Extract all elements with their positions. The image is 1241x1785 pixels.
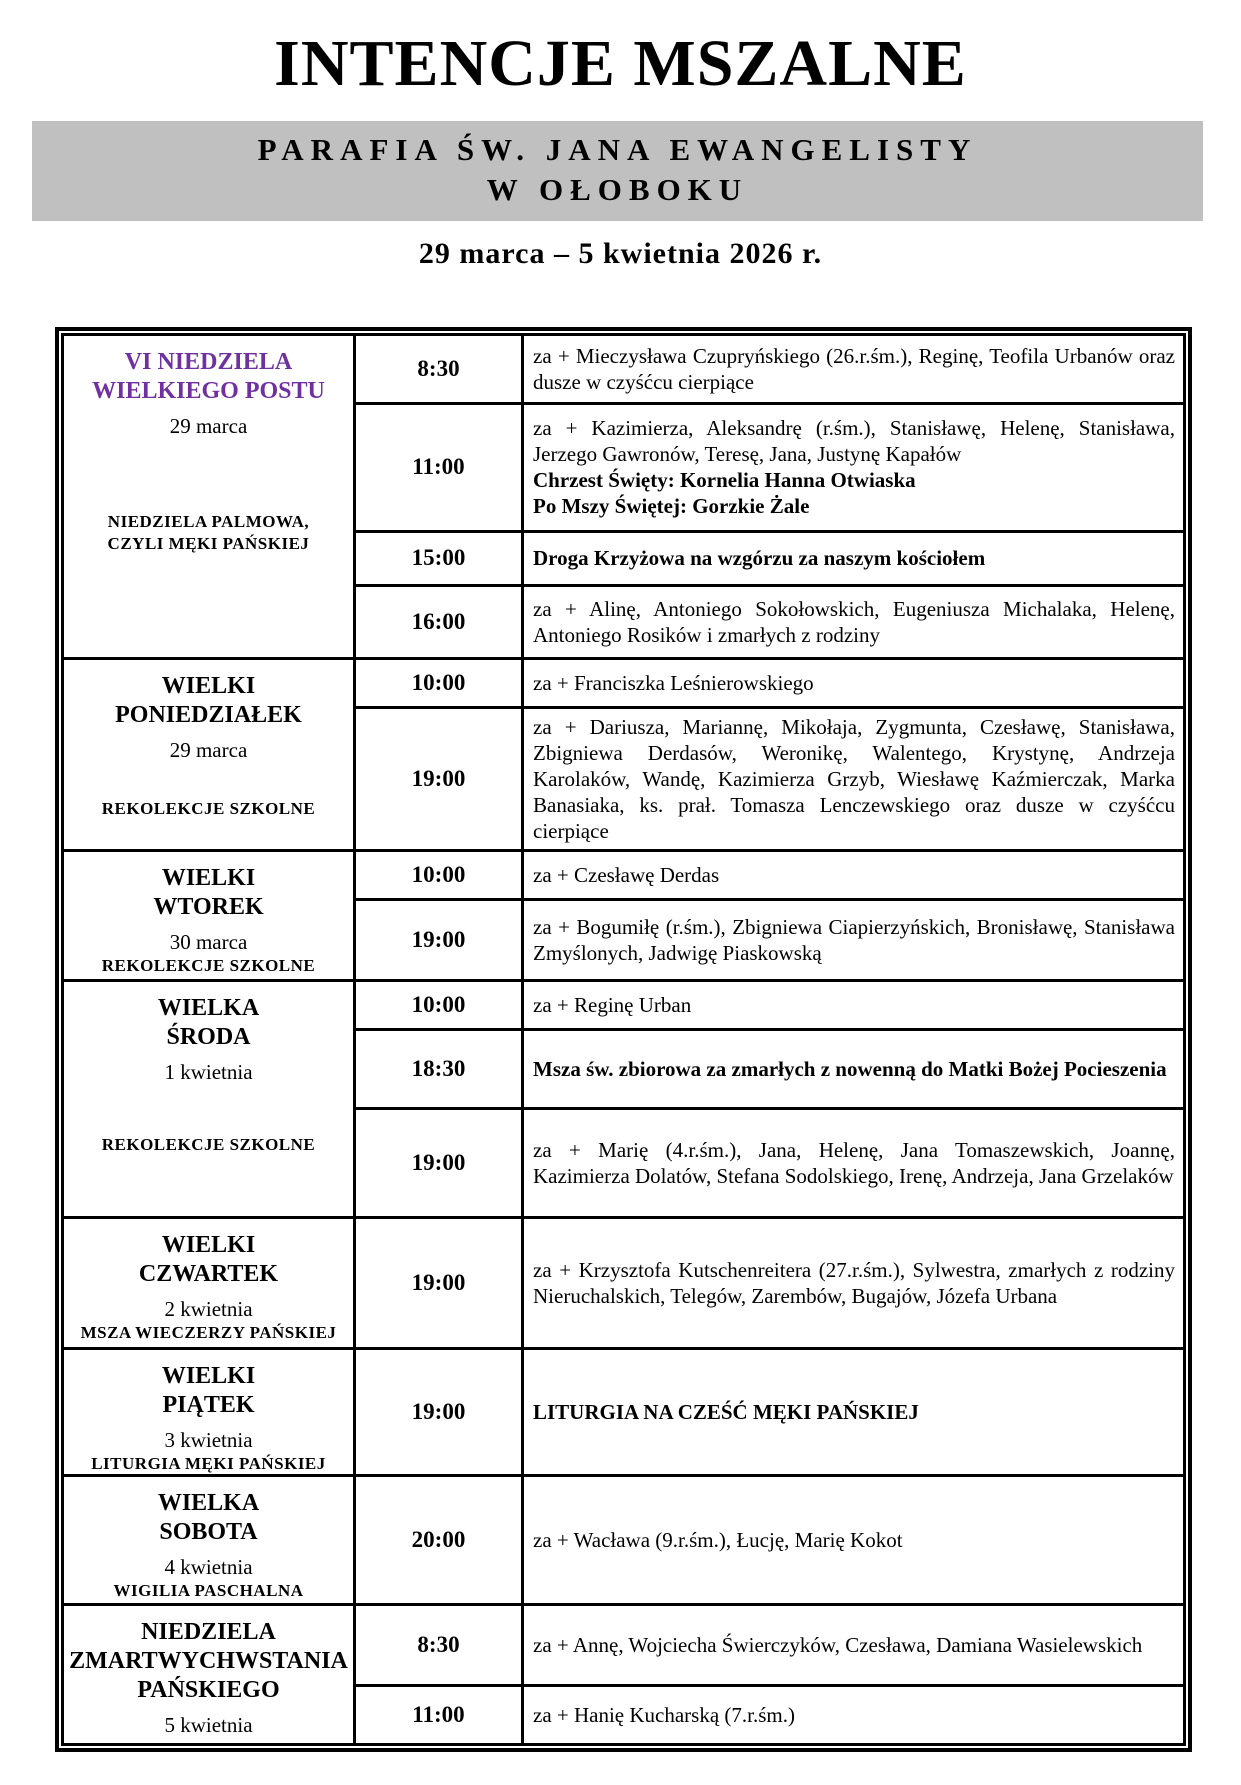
parish-name-line2: W OŁOBOKU: [486, 171, 749, 207]
intention-text-bold: Chrzest Święty: Kornelia Hanna Otwiaska: [533, 468, 916, 493]
intention-text-bold: Droga Krzyżowa na wzgórzu za naszym kościołem: [533, 546, 986, 571]
table-row: [63, 850, 1185, 899]
day-title: WIELKI PIĄTEK: [161, 1362, 256, 1418]
day-title: WIELKI CZWARTEK: [138, 1231, 279, 1287]
day-cell: [63, 850, 355, 980]
intention-cell: [523, 658, 1185, 707]
intention-text: za + Franciszka Leśnierowskiego: [533, 670, 814, 695]
intention-cell: [523, 899, 1185, 980]
intention-cell: [523, 707, 1185, 850]
intention-cell: [523, 531, 1185, 585]
parish-name-line1: PARAFIA ŚW. JANA EWANGELISTY: [257, 132, 978, 168]
intention-cell: [523, 1348, 1185, 1475]
time-cell: 10:00: [355, 980, 523, 1029]
document-page: [0, 27, 1241, 1752]
table-row: [63, 1348, 1185, 1475]
parish-banner: [32, 121, 1203, 220]
intention-text: za + Wacława (9.r.śm.), Łucję, Marię Kokot: [533, 1527, 903, 1552]
intention-cell: [523, 1685, 1185, 1744]
day-subtitle: WIGILIA PASCHALNA: [113, 1581, 304, 1601]
intention-text: za + Annę, Wojciecha Świerczyków, Czesława, Damiana Wasielewskich: [533, 1632, 1143, 1657]
intention-cell: [523, 1108, 1185, 1217]
intention-cell: [523, 980, 1185, 1029]
day-subtitle: REKOLEKCJE SZKOLNE: [101, 956, 316, 976]
page-title: INTENCJE MSZALNE: [274, 27, 967, 100]
intention-text-bold: Msza św. zbiorowa za zmarłych z nowenną do Matki Bożej Pocieszenia: [533, 1056, 1167, 1081]
time-cell: 11:00: [355, 403, 523, 531]
table-row: [63, 980, 1185, 1029]
intention-text: za + Dariusza, Mariannę, Mikołaja, Zygmunta, Czesławę, Stanisława, Zbigniewa Derdasów, Weronikę, Walentego, Krystynę, Andrzeja Karolaków, Wandę, Kazimierza Grzyb, Wiesławę Kaźmierczak, Marka Banasiaka, ks. prał. Tomasza Lenczewskiego oraz dusze w czyśćcu cierpiące: [533, 714, 1175, 843]
day-subtitle: NIEDZIELA PALMOWA, CZYLI MĘKI PAŃSKIEJ: [107, 511, 310, 553]
day-title: NIEDZIELA ZMARTWYCHWSTANIA PAŃSKIEGO: [69, 1618, 348, 1704]
time-cell: 11:00: [355, 1685, 523, 1744]
intention-text: za + Mieczysława Czupryńskiego (26.r.śm.), Reginę, Teofila Urbanów oraz dusze w czyśćcu cierpiące: [533, 343, 1175, 394]
intention-text-bold: LITURGIA NA CZEŚĆ MĘKI PAŃSKIEJ: [533, 1399, 919, 1424]
time-cell: 19:00: [355, 1108, 523, 1217]
intention-cell: [523, 1217, 1185, 1348]
day-date: 5 kwietnia: [164, 1713, 253, 1738]
table-row: [63, 658, 1185, 707]
time-cell: 19:00: [355, 1348, 523, 1475]
intention-text: za + Hanię Kucharską (7.r.śm.): [533, 1702, 795, 1727]
day-cell: [63, 1348, 355, 1475]
day-subtitle: REKOLEKCJE SZKOLNE: [101, 1135, 316, 1155]
day-cell: [63, 658, 355, 850]
mass-intentions-table-border: [55, 327, 1192, 1752]
intention-text: za + Bogumiłę (r.śm.), Zbigniewa Ciapierzyńskich, Bronisławę, Stanisława Zmyślonych, Jadwigę Piaskowską: [533, 914, 1175, 965]
day-title: WIELKI WTOREK: [153, 864, 264, 920]
day-title: WIELKI PONIEDZIAŁEK: [115, 672, 302, 728]
day-cell: [63, 1217, 355, 1348]
intention-text: za + Kazimierza, Aleksandrę (r.śm.), Stanisławę, Helenę, Stanisława, Jerzego Gawronów, Teresę, Jana, Justynę Kapałów: [533, 416, 1175, 467]
intention-text: za + Reginę Urban: [533, 992, 692, 1017]
day-date: 1 kwietnia: [164, 1060, 253, 1085]
intention-cell: [523, 334, 1185, 403]
time-cell: 15:00: [355, 531, 523, 585]
intention-cell: [523, 1604, 1185, 1685]
day-subtitle: LITURGIA MĘKI PAŃSKIEJ: [91, 1454, 326, 1474]
day-date: 30 marca: [169, 930, 248, 955]
intention-text: za + Krzysztofa Kutschenreitera (27.r.śm.), Sylwestra, zmarłych z rodziny Nieruchalskich, Telegów, Zarembów, Bugajów, Józefa Urbana: [533, 1257, 1175, 1308]
table-row: [63, 334, 1185, 403]
time-cell: 18:30: [355, 1029, 523, 1108]
time-cell: 10:00: [355, 850, 523, 899]
week-date-range: 29 marca – 5 kwietnia 2026 r.: [418, 236, 823, 270]
day-date: 29 marca: [169, 738, 248, 763]
intention-cell: [523, 1475, 1185, 1604]
intention-text: za + Marię (4.r.śm.), Jana, Helenę, Jana Tomaszewskich, Joannę, Kazimierza Dolatów, Stefana Sodolskiego, Irenę, Andrzeja, Jana Grzelaków: [533, 1137, 1175, 1188]
day-cell: [63, 980, 355, 1217]
day-cell: [63, 334, 355, 658]
time-cell: 16:00: [355, 585, 523, 658]
day-date: 29 marca: [169, 414, 248, 439]
time-cell: 19:00: [355, 1217, 523, 1348]
mass-intentions-table: [61, 333, 1186, 1746]
time-cell: 10:00: [355, 658, 523, 707]
time-cell: 8:30: [355, 334, 523, 403]
intention-text: za + Czesławę Derdas: [533, 862, 720, 887]
table-row: [63, 1217, 1185, 1348]
day-subtitle: REKOLEKCJE SZKOLNE: [101, 798, 316, 818]
day-title: WIELKA ŚRODA: [157, 994, 260, 1050]
intention-text-bold: Po Mszy Świętej: Gorzkie Żale: [533, 494, 810, 519]
time-cell: 20:00: [355, 1475, 523, 1604]
intention-text: za + Alinę, Antoniego Sokołowskich, Eugeniusza Michalaka, Helenę, Antoniego Rosików i zmarłych z rodziny: [533, 596, 1175, 647]
day-date: 3 kwietnia: [164, 1428, 253, 1453]
day-cell: [63, 1604, 355, 1744]
table-row: [63, 1475, 1185, 1604]
time-cell: 19:00: [355, 707, 523, 850]
time-cell: 19:00: [355, 899, 523, 980]
day-date: 2 kwietnia: [164, 1297, 253, 1322]
time-cell: 8:30: [355, 1604, 523, 1685]
intention-cell: [523, 403, 1185, 531]
intention-cell: [523, 850, 1185, 899]
intention-cell: [523, 1029, 1185, 1108]
day-cell: [63, 1475, 355, 1604]
table-row: [63, 1604, 1185, 1685]
intention-cell: [523, 585, 1185, 658]
day-subtitle: MSZA WIECZERZY PAŃSKIEJ: [80, 1323, 337, 1343]
day-title: VI NIEDZIELA WIELKIEGO POSTU: [92, 348, 325, 404]
day-date: 4 kwietnia: [164, 1555, 253, 1580]
day-title: WIELKA SOBOTA: [157, 1489, 260, 1545]
